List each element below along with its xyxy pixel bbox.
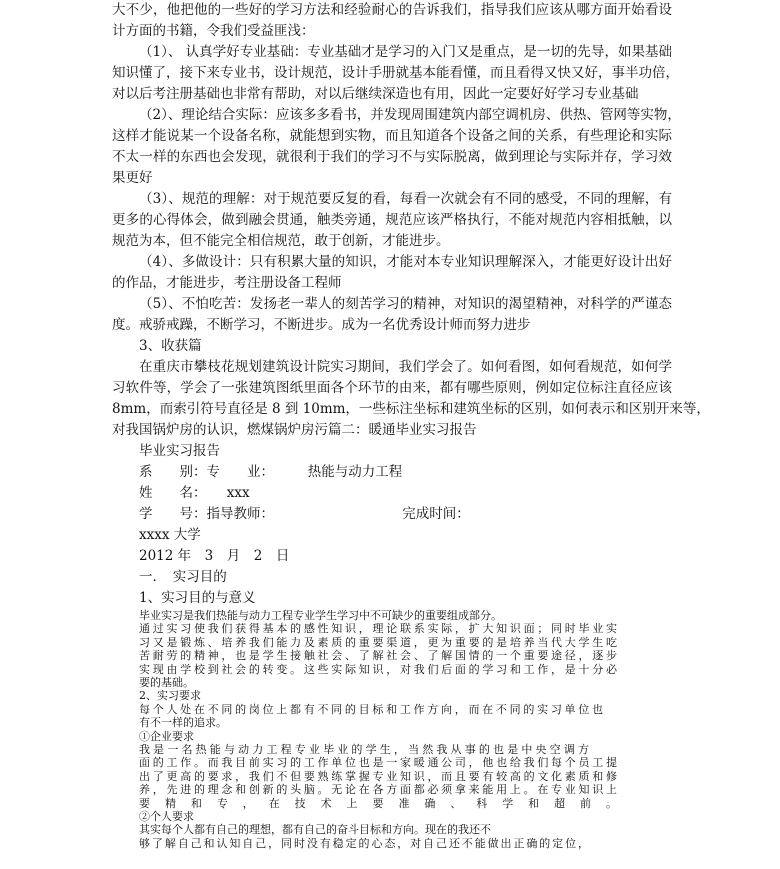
text-line: 要的基础。 — [139, 676, 194, 689]
text-line: ②个人要求 — [139, 810, 194, 823]
text-line: 有不一样的追求。 — [139, 716, 227, 730]
subsection-heading: ①企业要求 — [139, 729, 194, 743]
text-line: 对以后考注册基础也非常有帮助，对以后继续深造也有用，因此一定要好好学习专业基础 — [112, 86, 639, 102]
text-line: 大不少，他把他的一些好的学习方法和经验耐心的告诉我们，指导我们应该从哪方面开始看设 — [112, 2, 672, 18]
text-line: 计方面的书籍，令我们受益匪浅： — [112, 23, 315, 39]
text-line: 度。戒骄戒躁，不断学习，不断进步。成为一名优秀设计师而努力进步 — [112, 317, 531, 333]
text-line: 8mm，而索引符号直径是 8 到 10mm，一些标注坐标和建筑坐标的区别，如何表示和区别开来等， — [112, 401, 710, 417]
text-line: （3）、规范的理解：对于规范要反复的看，每看一次就会有不同的感受，不同的理解，有 — [139, 191, 672, 207]
text-line: 习又是锻炼、培养我们能力及素质的重要渠道，更为重要的是培养当代大学生吃 — [139, 635, 617, 649]
subsection-heading: 2、实习要求 — [139, 689, 201, 703]
text-line: 规范为本，但不能完全相信规范，敢于创新，才能进步。 — [112, 233, 450, 249]
text-line: （1）、 认真学好专业基础：专业基础才是学习的入门又是重点，是一切的先导，如果基础 — [139, 44, 672, 60]
university-line: xxxx 大学 — [139, 527, 201, 543]
text-line: 出了更高的要求，我们不但要熟练掌握专业知识，而且要有较高的文化素质和修 — [139, 769, 617, 783]
text-line — [139, 850, 617, 863]
subsection-heading: 1、实习目的与意义 — [139, 590, 256, 606]
text-line: 的作品，才能进步，考注册设备工程师 — [112, 275, 342, 291]
subsection-heading: 其实每个人都有自己的理想，都有自己的奋斗目标和方向。现在的我还不 — [139, 823, 491, 837]
text-line: 更多的心得体会，做到融会贯通，触类旁通，规范应该严格执行，不能对规范内容相抵触，以 — [112, 212, 672, 228]
report-title: 毕业实习报告 — [139, 443, 220, 459]
text-line: 不太一样的东西也会发现，就很利于我们的学习不与实际脱离，做到理论与实际并存，学习效 — [112, 149, 672, 165]
text-line: 实现由学校到社会的转变。这些实际知识，对我们后面的学习和工作，是十分必 — [139, 662, 617, 676]
text-line: 习软件等，学会了一张建筑图纸里面各个环节的由来，都有哪些原则，例如定位标注直径应该 — [112, 380, 672, 396]
text-line: （4）、多做设计：只有积累大量的知识，才能对本专业知识理解深入，才能更好设计出好 — [139, 254, 672, 270]
text-line: 每个人处在不同的岗位上都有不同的目标和工作方向，而在不同的实习单位也 — [139, 702, 603, 716]
text-line: 面的工作。而我目前实习的工作单位也是一家暖通公司，他也给我们每个员工提 — [139, 756, 617, 770]
department-line: 系 别：专 业： 热能与动力工程 — [139, 464, 403, 480]
text-line: 知识懂了，接下来专业书，设计规范，设计手册就基本能看懂，而且看得又快又好，事半功倍， — [112, 65, 679, 81]
text-line: 养，先进的理念和创新的头脑。无论在各方面都必须拿来能用上。在专业知识上 — [139, 783, 617, 797]
date-line: 2012 年 3 月 2 日 — [139, 548, 290, 564]
text-line: 苦耐劳的精神，也是学生接触社会、了解社会、了解国情的一个重要途径，逐步 — [139, 649, 617, 663]
text-line: 要精和专，在技术上要准确、科学和超前。 — [139, 796, 617, 810]
text-line: 在重庆市攀枝花规划建筑设计院实习期间，我们学会了。如何看图，如何看规范，如何学 — [139, 359, 672, 375]
text-line: 果更好 — [112, 170, 153, 186]
text-line: 够了解自己和认知自己，同时没有稳定的心态，对自己还不能做出正确的定位， — [139, 836, 589, 850]
text-line: 这样才能说某一个设备名称，就能想到实物，而且知道各个设备之间的关系，有些理论和实际 — [112, 128, 672, 144]
text-line: 我是一名热能与动力工程专业毕业的学生，当然我从事的也是中央空调方 — [139, 743, 589, 756]
student-id-line: 学 号：指导教师： 完成时间： — [139, 506, 470, 522]
text-line: （5）、不怕吃苦：发扬老一辈人的刻苦学习的精神，对知识的渴望精神，对科学的严谨态 — [139, 296, 672, 312]
name-line: 姓 名： xxx — [139, 485, 250, 501]
text-line: 对我国锅炉房的认识，燃煤锅炉房污篇二：暖通毕业实习报告 — [112, 422, 477, 438]
text-line: 通过实习使我们获得基本的感性知识，理论联系实际，扩大知识面；同时毕业实 — [139, 622, 617, 636]
section-heading: 3、收获篇 — [139, 338, 202, 354]
text-line: 毕业实习是我们热能与动力工程专业学生学习中不可缺少的重要组成部分。 — [139, 609, 502, 622]
section-heading: 一． 实习目的 — [139, 569, 227, 585]
text-line: （2）、理论结合实际：应该多多看书，并发现周围建筑内部空调机房、供热、管网等实物， — [139, 107, 681, 123]
